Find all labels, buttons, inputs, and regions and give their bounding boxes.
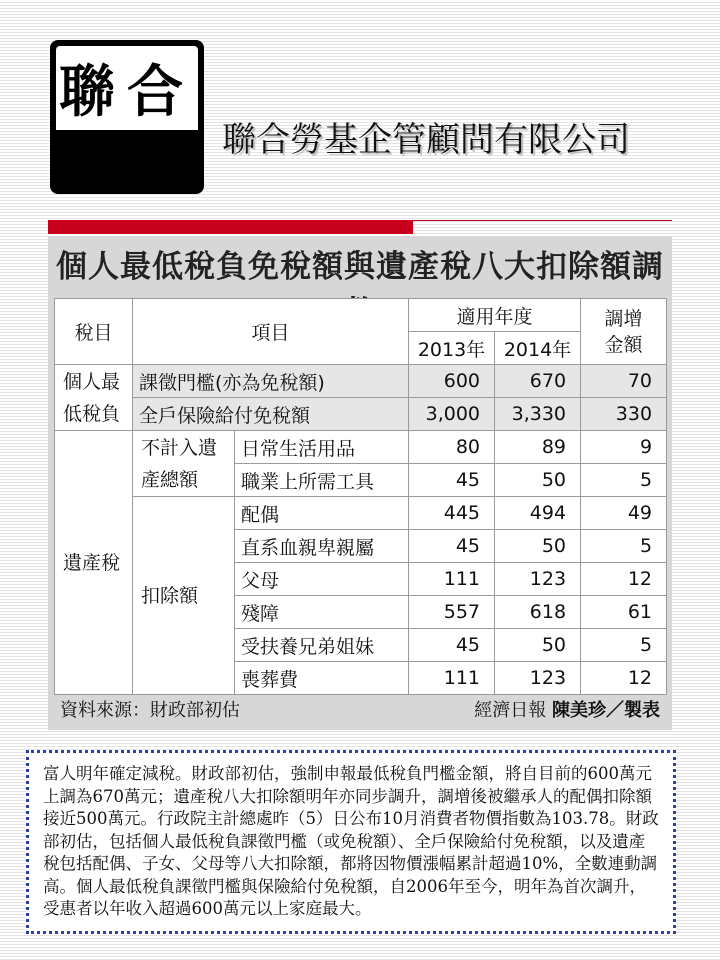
logo-text: 聯合 <box>56 46 198 130</box>
row-item: 父母 <box>235 563 409 596</box>
row-item: 全戶保險給付免稅額 <box>133 398 409 431</box>
row-2013: 445 <box>409 497 495 530</box>
row-item: 日常生活用品 <box>235 431 409 464</box>
row-2014: 123 <box>495 662 581 695</box>
row-increase: 330 <box>581 398 667 431</box>
row-increase: 70 <box>581 365 667 398</box>
group-not-included <box>133 431 235 497</box>
credit-author: 陳美珍／製表 <box>552 700 660 721</box>
accent-bar <box>48 220 413 234</box>
header-increase-line1: 調增 <box>604 307 643 330</box>
header-row <box>55 299 667 332</box>
row-2013: 111 <box>409 563 495 596</box>
row-item: 課徵門檻(亦為免稅額) <box>133 365 409 398</box>
article-note: 富人明年確定減稅。財政部初估，強制申報最低稅負門檻金額，將自目前的600萬元上調為670萬元；遺產稅八大扣除額明年亦同步調升，調增後被繼承人的配偶扣除額接近500萬元。行政院主計總處昨（5）日公布10月消費者物價指數為103.78。財政部初估，包括個人最低稅負課徵門檻（或免稅額）、全戶保險給付免稅額，以及遺產稅包括配偶、子女、父母等八大扣除額，都將因物價漲幅累計超過10%，全數連動調高。個人最低稅負課徵門檻與保險給付免稅額，自2006年至今，明年為首次調升，受惠者以年收入超過600萬元以上家庭最大。 <box>26 750 676 934</box>
header-applicable-year: 適用年度 <box>409 299 581 332</box>
row-increase: 61 <box>581 596 667 629</box>
row-item: 殘障 <box>235 596 409 629</box>
header-item: 項目 <box>133 299 409 365</box>
header-year-2014: 2014年 <box>495 332 581 365</box>
row-item: 直系血親卑親屬 <box>235 530 409 563</box>
row-increase: 12 <box>581 662 667 695</box>
row-2013: 45 <box>409 629 495 662</box>
row-2014: 50 <box>495 530 581 563</box>
table-title: 個人最低稅負免稅額與遺產稅八大扣除額調 <box>56 249 664 285</box>
row-2014: 123 <box>495 563 581 596</box>
table-row <box>55 431 667 464</box>
row-increase: 12 <box>581 563 667 596</box>
row-2014: 618 <box>495 596 581 629</box>
group-amt-line1: 個人最 <box>63 370 121 393</box>
header-tax-item: 稅目 <box>55 299 133 365</box>
group-amt <box>55 365 133 431</box>
group-amt-line2: 低稅負 <box>63 402 121 425</box>
row-2013: 80 <box>409 431 495 464</box>
row-2014: 50 <box>495 629 581 662</box>
table-row <box>55 497 667 530</box>
company-name: 聯合勞基企管顧問有限公司 <box>222 120 630 160</box>
header-increase-line2: 金額 <box>604 333 643 356</box>
row-increase: 9 <box>581 431 667 464</box>
group-deduction: 扣除額 <box>133 497 235 695</box>
row-item: 配偶 <box>235 497 409 530</box>
row-2014: 89 <box>495 431 581 464</box>
group-estate: 遺產稅 <box>55 431 133 695</box>
row-2013: 557 <box>409 596 495 629</box>
row-2014: 670 <box>495 365 581 398</box>
row-2013: 45 <box>409 464 495 497</box>
row-2014: 3,330 <box>495 398 581 431</box>
row-increase: 49 <box>581 497 667 530</box>
row-2013: 45 <box>409 530 495 563</box>
row-2014: 494 <box>495 497 581 530</box>
data-source: 資料來源：財政部初估 <box>60 700 240 721</box>
row-increase: 5 <box>581 464 667 497</box>
tax-adjustment-table <box>54 298 667 695</box>
credit-line <box>474 696 660 722</box>
credit-paper: 經濟日報 <box>474 700 547 721</box>
row-item: 喪葬費 <box>235 662 409 695</box>
row-2013: 600 <box>409 365 495 398</box>
table-row <box>55 365 667 398</box>
row-2014: 50 <box>495 464 581 497</box>
header-increase <box>581 299 667 365</box>
row-increase: 5 <box>581 530 667 563</box>
tax-table-panel <box>48 236 672 730</box>
group-not-included-line1: 不計入遺 <box>141 436 218 459</box>
row-2013: 111 <box>409 662 495 695</box>
header-year-2013: 2013年 <box>409 332 495 365</box>
row-item: 職業上所需工具 <box>235 464 409 497</box>
company-logo <box>50 40 204 194</box>
row-item: 受扶養兄弟姐妹 <box>235 629 409 662</box>
row-increase: 5 <box>581 629 667 662</box>
row-2013: 3,000 <box>409 398 495 431</box>
group-not-included-line2: 產總額 <box>141 468 199 491</box>
table-row <box>55 398 667 431</box>
